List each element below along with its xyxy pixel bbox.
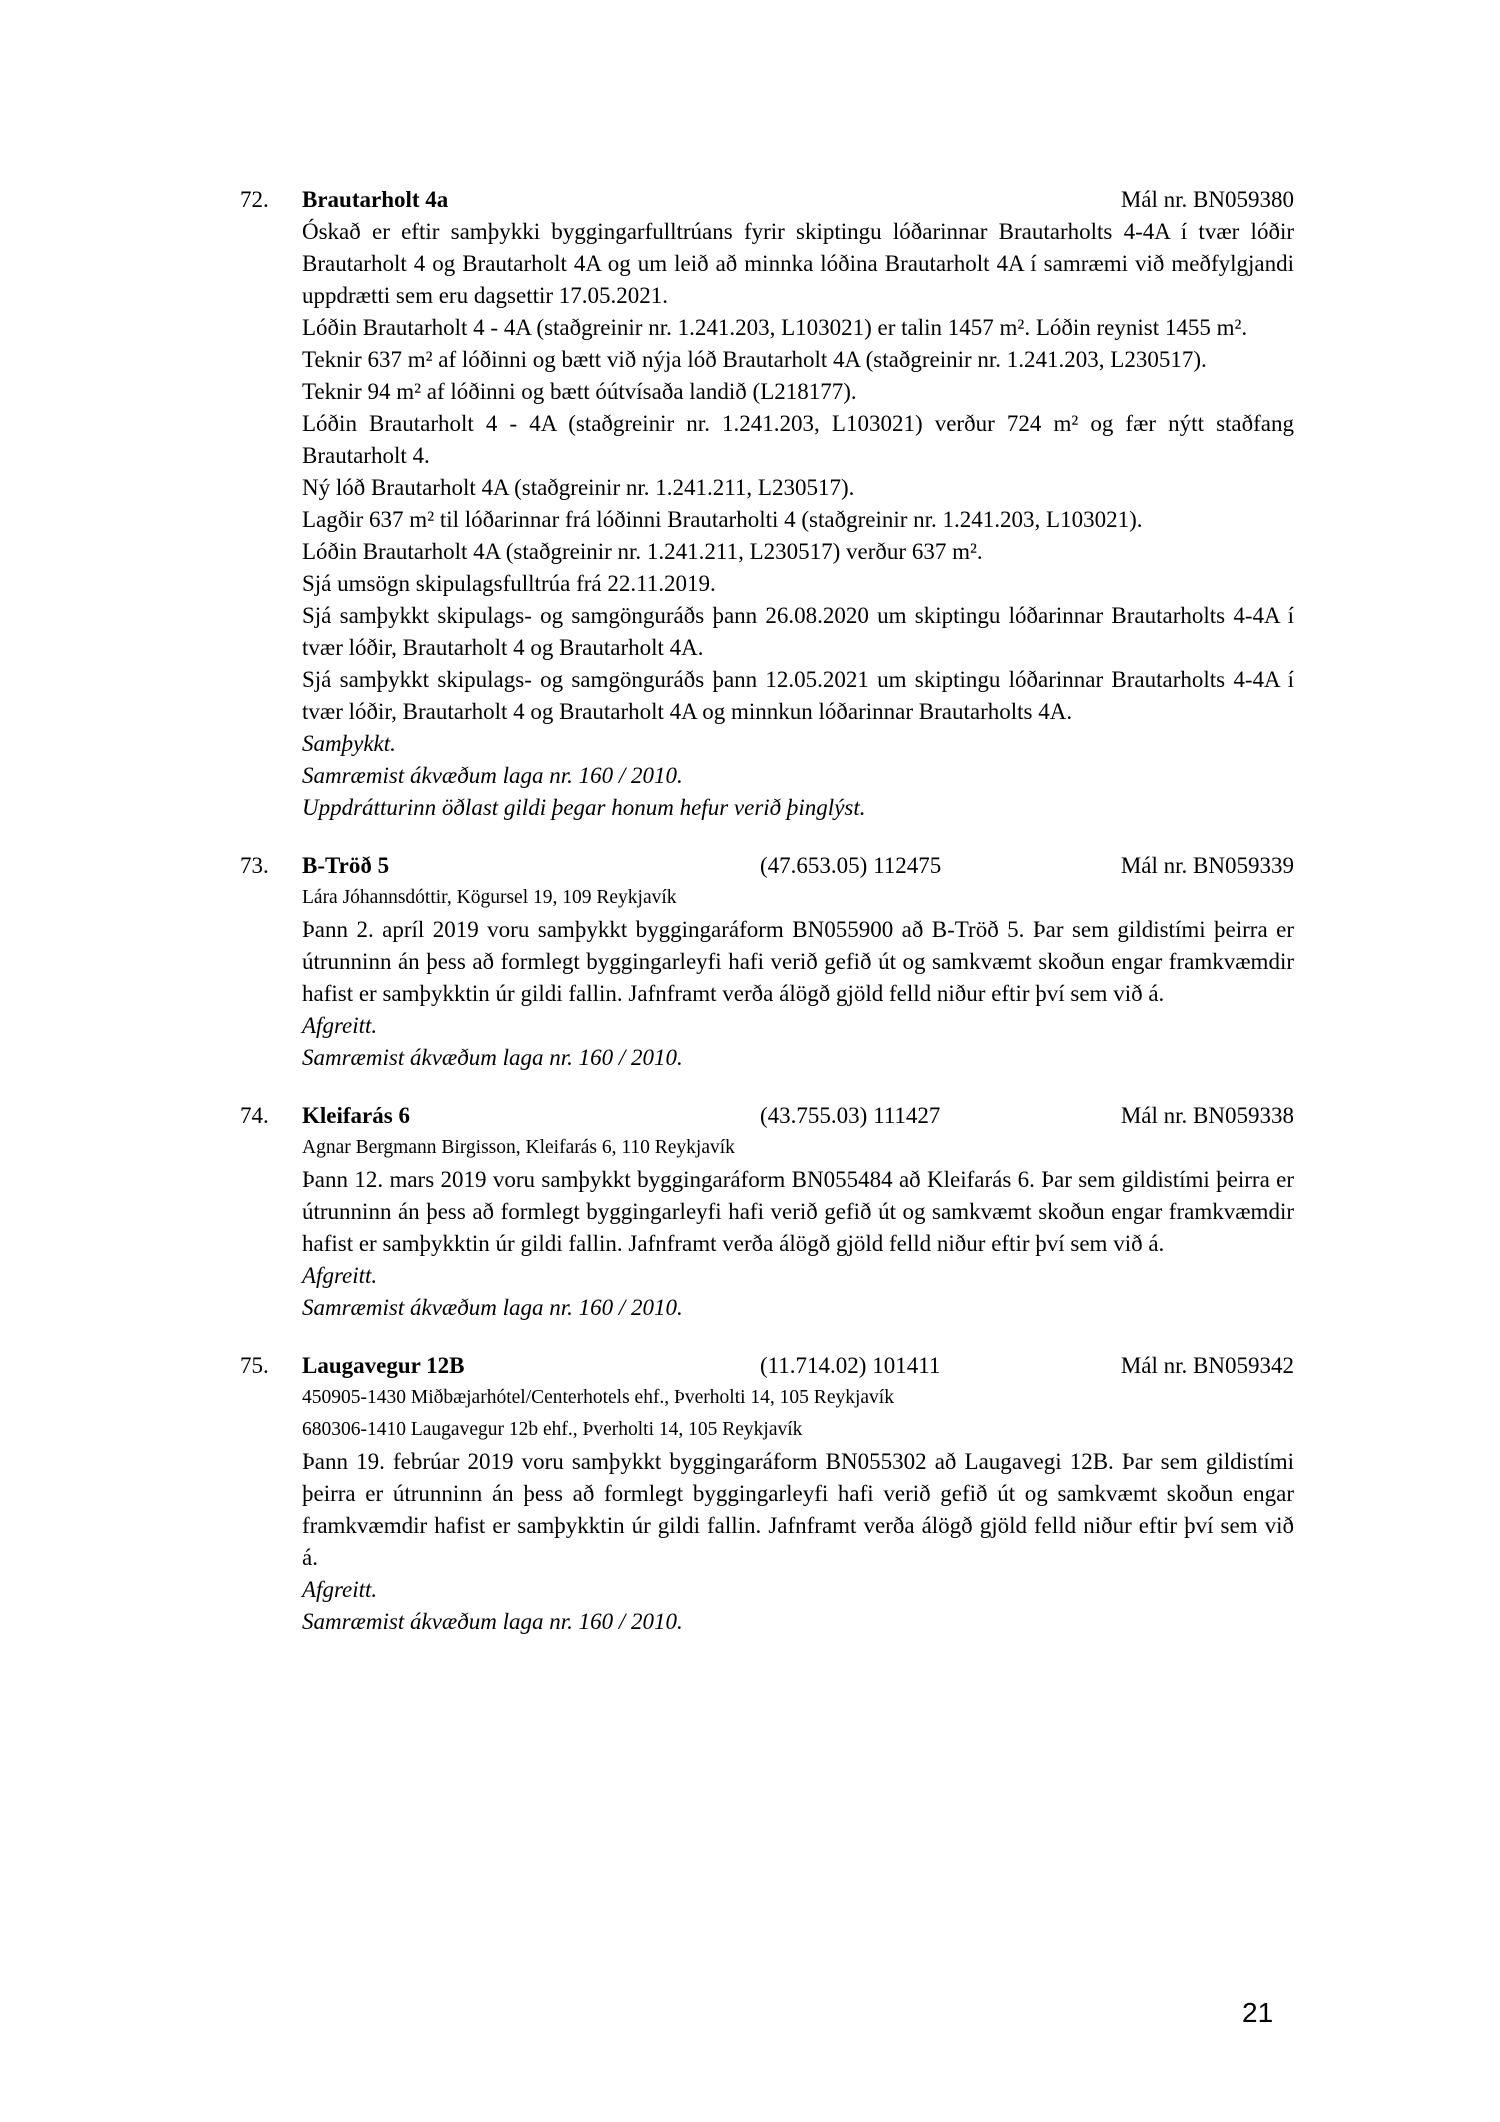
item-paragraph: Lagðir 637 m² til lóðarinnar frá lóðinni Brautarholti 4 (staðgreinir nr. 1.241.203, L103021). [302, 507, 1143, 532]
item-paragraph: Óskað er eftir samþykki byggingarfulltrúans fyrir skiptingu lóðarinnar Brautarholts 4-4A í tvær lóðir Brautarholt 4 og Brautarholt 4A og um leið að minnka lóðina Brautarholt 4A í samræmi við meðfylgjandi uppdrætti sem eru dagsettir 17.05.2021. [302, 219, 1294, 308]
case-number: Mál nr. BN059380 [1120, 187, 1294, 212]
item-paragraph: Teknir 637 m² af lóðinni og bætt við nýja lóð Brautarholt 4A (staðgreinir nr. 1.241.203, L230517). [302, 347, 1207, 372]
item-header [240, 1350, 1294, 1382]
property-reference: (43.755.03) 111427 [760, 1103, 941, 1128]
item-number: 72. [240, 187, 269, 212]
case-number: Mál nr. BN059339 [1120, 853, 1294, 878]
item-paragraph: Sjá umsögn skipulagsfulltrúa frá 22.11.2019. [302, 571, 716, 596]
item-paragraph: Þann 19. febrúar 2019 voru samþykkt byggingaráform BN055302 að Laugavegi 12B. Þar sem gildistími þeirra er útrunninn án þess að formlegt byggingarleyfi hafi verið gefið út og samkvæmt skoðun engar framkvæmdir hafist er samþykktin úr gildi fallin. Jafnframt verða álögð gjöld felld niður eftir því sem við á. [302, 1449, 1294, 1570]
agenda-item-74 [240, 1100, 1294, 1324]
ruling-line: Afgreitt. [302, 1013, 378, 1038]
item-title: Kleifarás 6 [302, 1103, 410, 1128]
item-number: 73. [240, 853, 269, 878]
ruling-line: Uppdrátturinn öðlast gildi þegar honum hefur verið þinglýst. [302, 795, 866, 820]
applicant-line: Agnar Bergmann Birgisson, Kleifarás 6, 110 Reykjavík [302, 1137, 735, 1158]
item-paragraph: Þann 12. mars 2019 voru samþykkt byggingaráform BN055484 að Kleifarás 6. Þar sem gildistími þeirra er útrunninn án þess að formlegt byggingarleyfi hafi verið gefið út og samkvæmt skoðun engar framkvæmdir hafist er samþykktin úr gildi fallin. Jafnframt verða álögð gjöld felld niður eftir því sem við á. [302, 1167, 1294, 1256]
item-title: Laugavegur 12B [302, 1353, 465, 1378]
item-title: B-Tröð 5 [302, 853, 390, 878]
ruling-line: Afgreitt. [302, 1577, 378, 1602]
ruling-line: Samræmist ákvæðum laga nr. 160 / 2010. [302, 1295, 683, 1320]
item-header [240, 184, 1294, 216]
item-paragraph: Lóðin Brautarholt 4 - 4A (staðgreinir nr. 1.241.203, L103021) er talin 1457 m². Lóðin reynist 1455 m². [302, 315, 1248, 340]
item-paragraph: Lóðin Brautarholt 4 - 4A (staðgreinir nr. 1.241.203, L103021) verður 724 m² og fær nýtt staðfang Brautarholt 4. [302, 411, 1294, 468]
item-paragraph: Lóðin Brautarholt 4A (staðgreinir nr. 1.241.211, L230517) verður 637 m². [302, 539, 983, 564]
item-number: 75. [240, 1353, 269, 1378]
item-number: 74. [240, 1103, 269, 1128]
applicant-line: 680306-1410 Laugavegur 12b ehf., Þverholti 14, 105 Reykjavík [302, 1419, 803, 1440]
property-reference: (11.714.02) 101411 [760, 1353, 941, 1378]
item-paragraph: Teknir 94 m² af lóðinni og bætt óútvísaða landið (L218177). [302, 379, 857, 404]
ruling-line: Samræmist ákvæðum laga nr. 160 / 2010. [302, 1045, 683, 1070]
property-reference: (47.653.05) 112475 [760, 853, 942, 878]
agenda-item-75 [240, 1350, 1294, 1638]
item-paragraph: Sjá samþykkt skipulags- og samgönguráðs þann 26.08.2020 um skiptingu lóðarinnar Brautarholts 4-4A í tvær lóðir, Brautarholt 4 og Brautarholt 4A. [302, 603, 1294, 660]
case-number: Mál nr. BN059338 [1120, 1103, 1294, 1128]
item-paragraph: Þann 2. apríl 2019 voru samþykkt byggingaráform BN055900 að B-Tröð 5. Þar sem gildistími þeirra er útrunninn án þess að formlegt byggingarleyfi hafi verið gefið út og samkvæmt skoðun engar framkvæmdir hafist er samþykktin úr gildi fallin. Jafnframt verða álögð gjöld felld niður eftir því sem við á. [302, 917, 1294, 1006]
item-paragraph: Sjá samþykkt skipulags- og samgönguráðs þann 12.05.2021 um skiptingu lóðarinnar Brautarholts 4-4A í tvær lóðir, Brautarholt 4 og Brautarholt 4A og minnkun lóðarinnar Brautarholts 4A. [302, 667, 1294, 724]
item-header [240, 1100, 1294, 1132]
agenda-item-73 [240, 850, 1294, 1074]
item-title: Brautarholt 4a [302, 187, 449, 212]
applicant-line: Lára Jóhannsdóttir, Kögursel 19, 109 Reykjavík [302, 887, 677, 908]
item-paragraph: Ný lóð Brautarholt 4A (staðgreinir nr. 1.241.211, L230517). [302, 475, 855, 500]
applicant-line: 450905-1430 Miðbæjarhótel/Centerhotels ehf., Þverholti 14, 105 Reykjavík [302, 1387, 894, 1408]
ruling-line: Afgreitt. [302, 1263, 378, 1288]
item-header [240, 850, 1294, 882]
case-number: Mál nr. BN059342 [1120, 1353, 1294, 1378]
ruling-line: Samþykkt. [302, 731, 396, 756]
agenda-item-72 [240, 184, 1294, 824]
minutes-list [240, 184, 1294, 1664]
ruling-line: Samræmist ákvæðum laga nr. 160 / 2010. [302, 1609, 683, 1634]
page-number: 21 [1242, 1997, 1274, 2028]
ruling-line: Samræmist ákvæðum laga nr. 160 / 2010. [302, 763, 683, 788]
